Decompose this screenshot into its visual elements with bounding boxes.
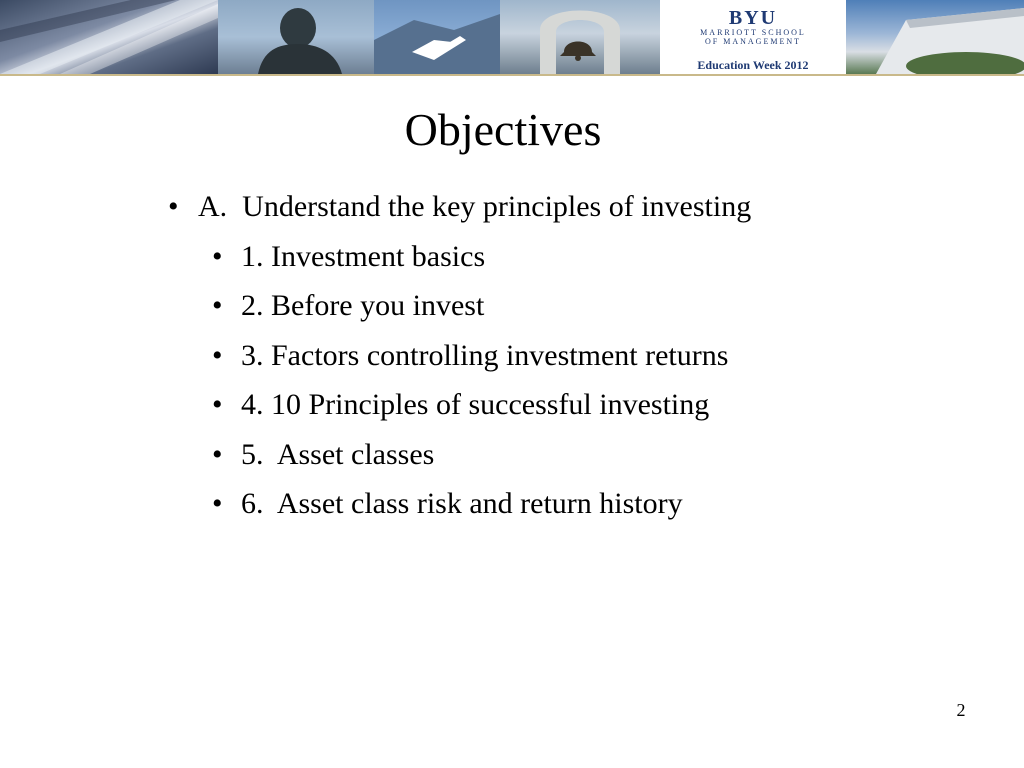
bullet-icon: • [212, 388, 223, 421]
banner-divider [0, 74, 1024, 76]
list-item [160, 236, 940, 286]
header-banner [0, 0, 1024, 74]
banner-photo-mountain-y [374, 0, 500, 74]
list-item-text: 4. 10 Principles of successful investing [241, 388, 710, 421]
slide-title: Objectives [404, 104, 602, 155]
list-item-text: 2. Before you invest [241, 289, 485, 322]
objectives-list [160, 186, 940, 533]
statue-photo [218, 0, 374, 74]
logo-management: OF MANAGEMENT [705, 37, 801, 46]
banner-photo-statue [218, 0, 374, 74]
bullet-icon: • [212, 437, 223, 471]
list-item-text: A. Understand the key principles of investing [198, 190, 752, 223]
list-item [160, 335, 940, 385]
list-item-text: 6. Asset class risk and return history [241, 487, 683, 520]
banner-photo-bell [500, 0, 660, 74]
banner-photo-campus [846, 0, 1024, 74]
page-number: 2 [956, 700, 966, 720]
list-item [160, 285, 940, 335]
building-photo [0, 0, 218, 74]
byu-logo-panel [660, 0, 846, 74]
bullet-icon: • [212, 487, 223, 520]
list-item-text: 5. Asset classes [241, 437, 435, 471]
mountain-photo [374, 0, 500, 74]
list-item [160, 384, 940, 434]
byu-marriott-logo [660, 8, 846, 46]
list-item-text: 1. Investment basics [241, 239, 486, 273]
event-label: Education Week 2012 [697, 58, 809, 72]
banner-photo-building [0, 0, 218, 74]
list-item [160, 434, 940, 484]
logo-school: MARRIOTT SCHOOL [700, 28, 806, 37]
campus-photo [846, 0, 1024, 74]
bullet-icon: • [212, 289, 223, 322]
logo-byu: BYU [728, 7, 778, 29]
bell-tower-photo [500, 0, 660, 74]
list-item [160, 483, 940, 533]
bullet-icon: • [168, 190, 179, 223]
list-item [160, 186, 940, 236]
list-item-text: 3. Factors controlling investment returns [241, 338, 729, 372]
bullet-icon: • [212, 338, 223, 372]
bullet-icon: • [212, 239, 223, 273]
